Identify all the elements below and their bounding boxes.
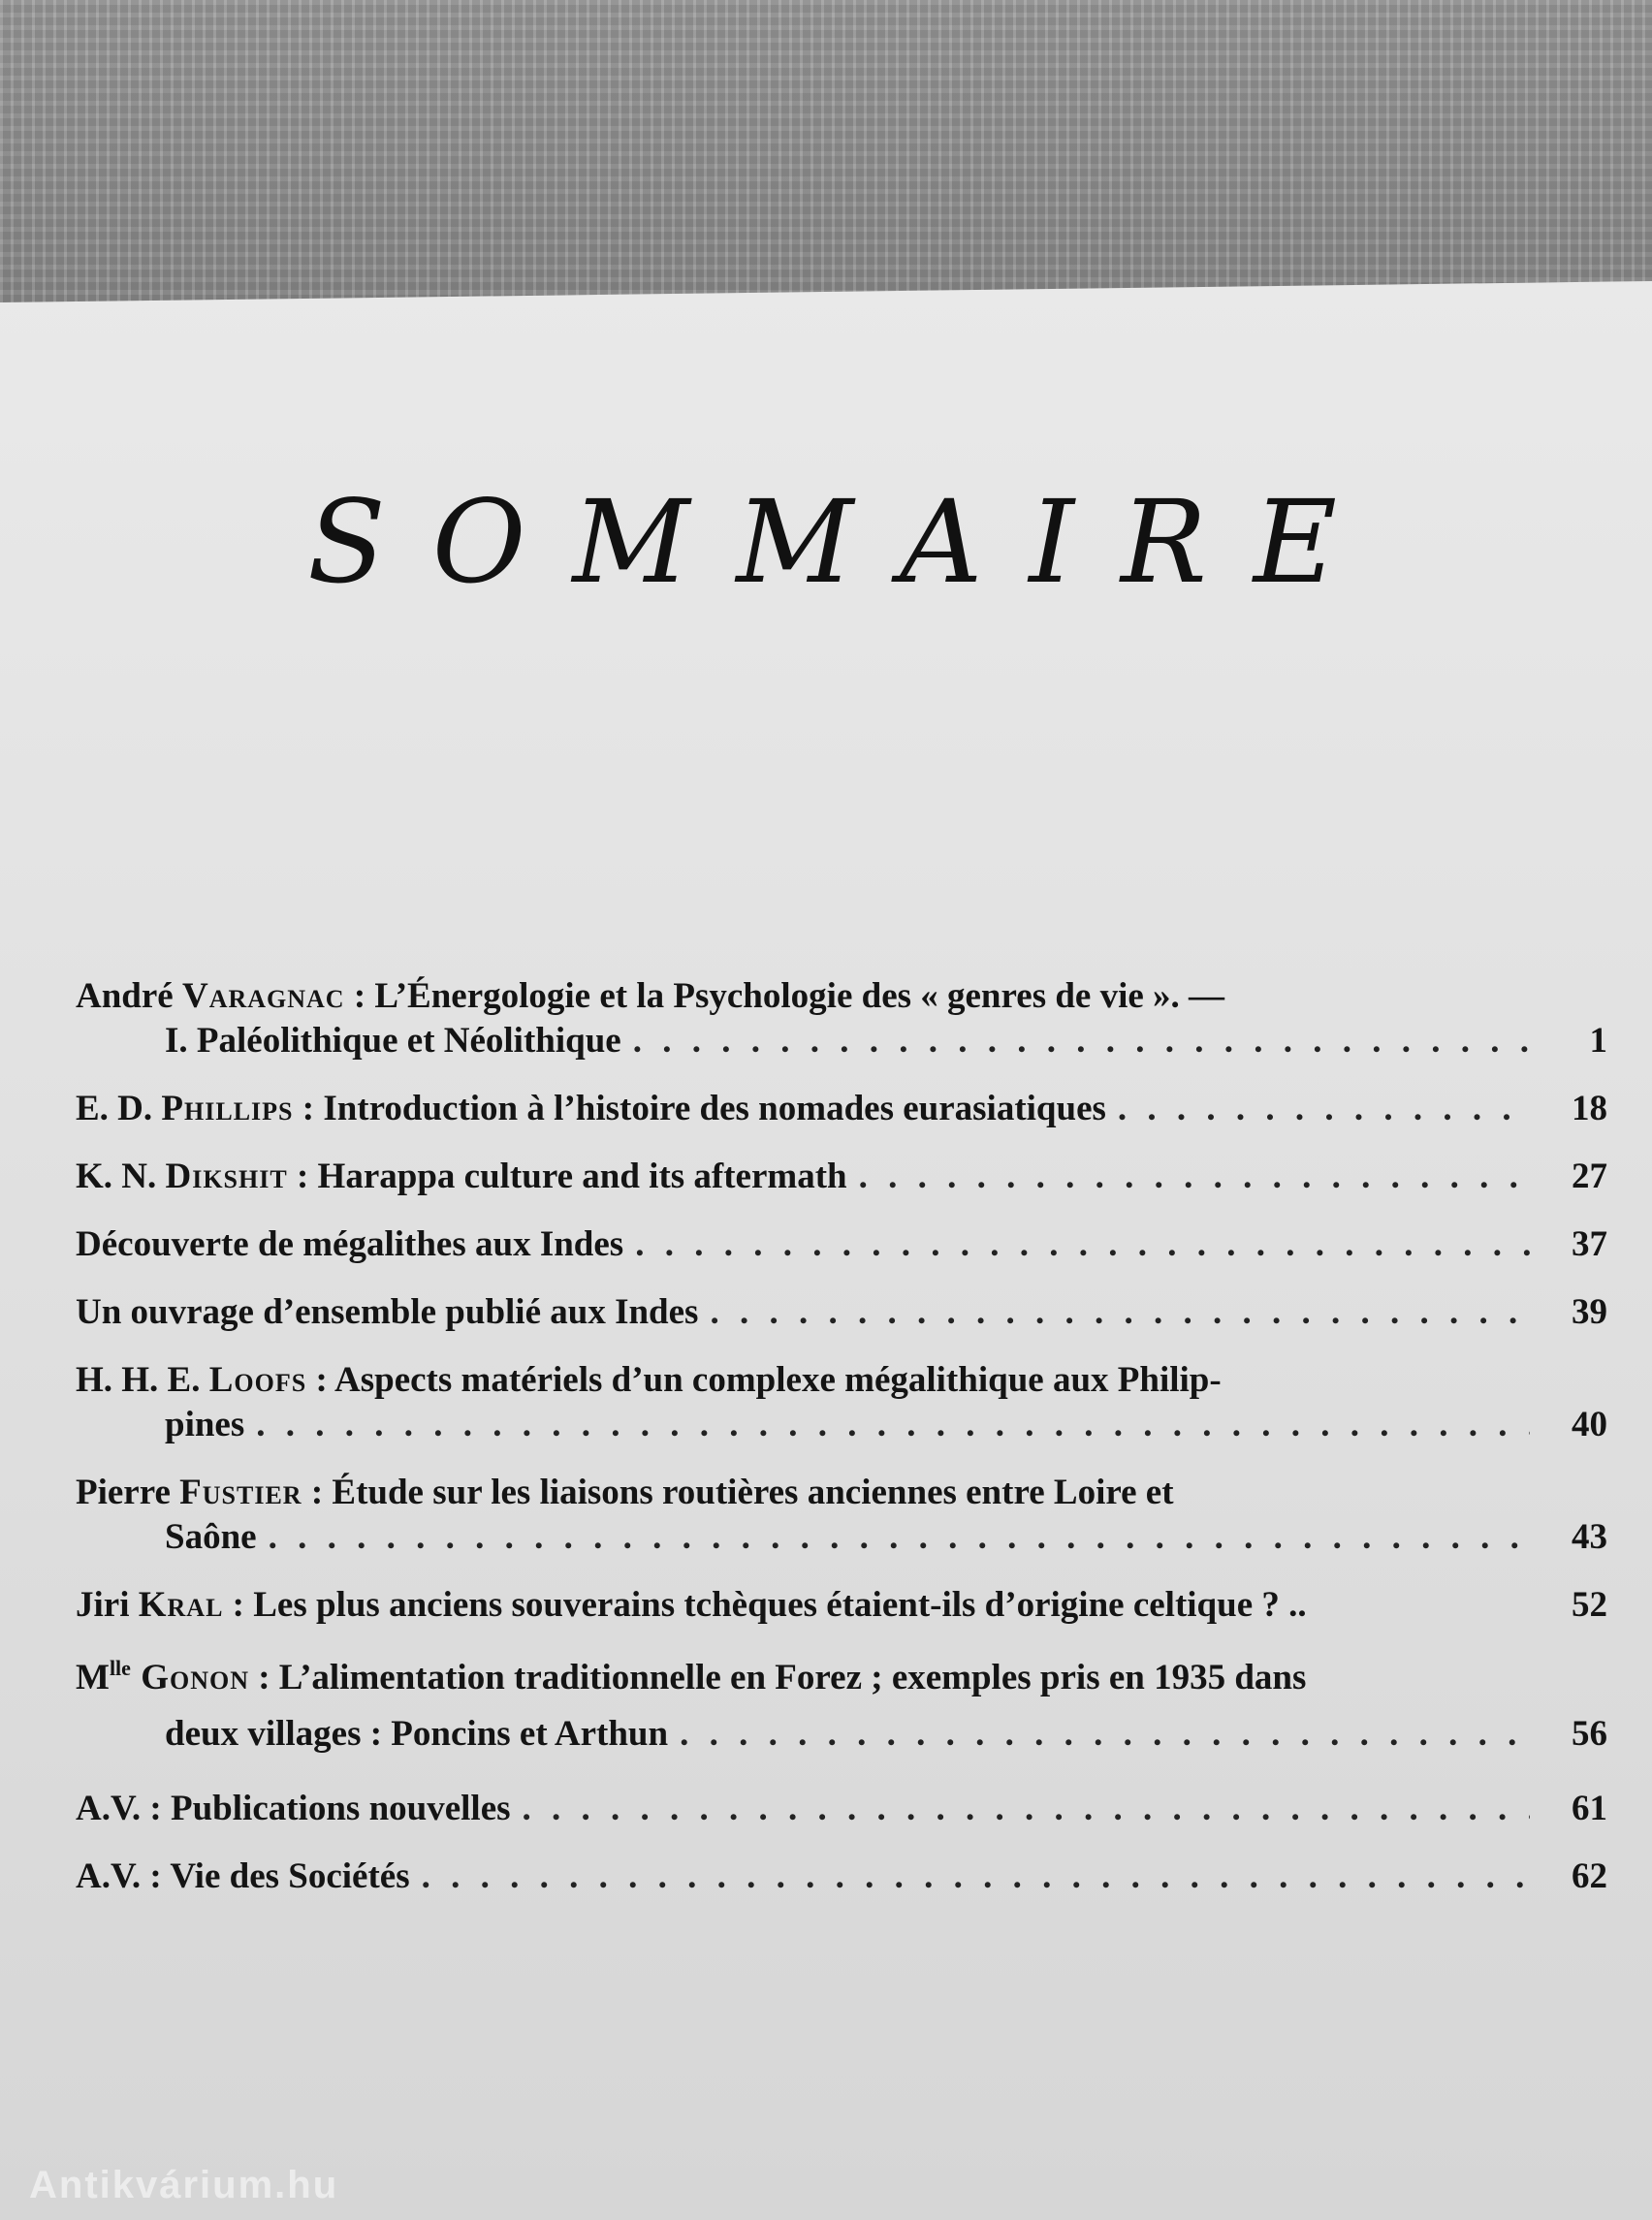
author-surname: Loofs bbox=[208, 1360, 307, 1400]
page-number: 52 bbox=[1572, 1585, 1607, 1625]
entry-title: L’Énergologie et la Psychologie des « genres de vie ». — bbox=[374, 976, 1225, 1016]
toc-entry-societes bbox=[76, 1855, 1607, 1899]
watermark: Antikvárium.hu bbox=[29, 2164, 339, 2206]
page-number: 27 bbox=[1572, 1157, 1607, 1196]
separator: : bbox=[306, 1360, 334, 1400]
entry-title: Harappa culture and its aftermath bbox=[317, 1157, 847, 1196]
toc-entry-line bbox=[76, 1855, 410, 1899]
leader-dots bbox=[680, 1705, 1530, 1763]
page-number: 1 bbox=[1589, 1021, 1607, 1061]
wood-background bbox=[0, 0, 1652, 310]
separator: : bbox=[248, 1658, 279, 1697]
page-number: 39 bbox=[1572, 1292, 1607, 1332]
entry-title: Vie des Sociétés bbox=[170, 1856, 410, 1896]
entry-title: L’alimentation traditionnelle en Forez ; exemples pris en 1935 dans bbox=[278, 1658, 1307, 1697]
entry-title: Découverte de mégalithes aux Indes bbox=[76, 1224, 624, 1264]
toc-entry-line bbox=[76, 974, 1224, 1019]
toc-entry-line bbox=[76, 1358, 1222, 1403]
entry-title: Étude sur les liaisons routières anciennes entre Loire et bbox=[332, 1473, 1174, 1512]
page-number: 40 bbox=[1572, 1405, 1607, 1444]
entry-title-continued: pines bbox=[165, 1405, 245, 1444]
toc-entry-gonon bbox=[76, 1651, 1607, 1763]
page-number: 56 bbox=[1572, 1714, 1607, 1754]
leader-dots bbox=[710, 1290, 1530, 1335]
separator: : bbox=[141, 1856, 171, 1896]
entry-title: Aspects matériels d’un complexe mégalithique aux Philip- bbox=[334, 1360, 1222, 1400]
author-superscript: lle bbox=[109, 1656, 131, 1680]
toc-entry-fustier bbox=[76, 1471, 1607, 1560]
page-number: 61 bbox=[1572, 1789, 1607, 1828]
page-number: 37 bbox=[1572, 1224, 1607, 1264]
toc-entry-kral bbox=[76, 1583, 1607, 1628]
toc-entry-line bbox=[76, 1087, 1106, 1131]
toc-entry-line bbox=[76, 1155, 847, 1199]
entry-title: Un ouvrage d’ensemble publié aux Indes bbox=[76, 1292, 699, 1332]
entry-title-continued: Saône bbox=[165, 1517, 257, 1557]
entry-title: Publications nouvelles bbox=[171, 1789, 511, 1828]
leader-dots bbox=[859, 1155, 1530, 1199]
author-first: A.V. bbox=[76, 1856, 142, 1896]
toc-entry-phillips bbox=[76, 1087, 1607, 1131]
toc-entry-loofs bbox=[76, 1358, 1607, 1447]
author-first: Pierre bbox=[76, 1473, 180, 1512]
entry-title: Introduction à l’histoire des nomades eurasiatiques bbox=[323, 1089, 1106, 1128]
entry-title-continued: deux villages : Poncins et Arthun bbox=[165, 1714, 669, 1754]
page-number: 62 bbox=[1572, 1856, 1607, 1896]
author-first: André bbox=[76, 976, 182, 1016]
author-first: K. N. bbox=[76, 1157, 166, 1196]
toc-entry-publications bbox=[76, 1787, 1607, 1831]
entry-title-continued: I. Paléolithique et Néolithique bbox=[165, 1021, 621, 1061]
author-surname: Gonon bbox=[130, 1658, 249, 1697]
leader-dots bbox=[635, 1222, 1530, 1267]
author-surname: Dikshit bbox=[165, 1157, 288, 1196]
page-number: 43 bbox=[1572, 1517, 1607, 1557]
toc-entry-line bbox=[76, 1471, 1174, 1515]
leader-dots bbox=[1118, 1087, 1530, 1131]
toc-entry-dikshit bbox=[76, 1155, 1607, 1199]
separator: : bbox=[287, 1157, 318, 1196]
separator: : bbox=[293, 1089, 324, 1128]
separator: : bbox=[141, 1789, 171, 1828]
separator: : bbox=[302, 1473, 333, 1512]
page-number: 18 bbox=[1572, 1089, 1607, 1128]
author-surname: Kral bbox=[138, 1585, 224, 1625]
author-first: E. D. bbox=[76, 1089, 162, 1128]
separator: : bbox=[344, 976, 375, 1016]
toc-entry-line bbox=[76, 1583, 1307, 1628]
leader-dots bbox=[256, 1403, 1530, 1447]
toc-entry-ouvrage bbox=[76, 1290, 1607, 1335]
entry-title: Les plus anciens souverains tchèques étaient-ils d’origine celtique ? .. bbox=[253, 1585, 1307, 1625]
author-prefix: M bbox=[76, 1658, 110, 1697]
author-surname: Fustier bbox=[179, 1473, 302, 1512]
leader-dots bbox=[523, 1787, 1530, 1831]
page-title: SOMMAIRE bbox=[306, 475, 1384, 609]
table-of-contents bbox=[76, 974, 1607, 1922]
author-first: H. H. E. bbox=[76, 1360, 209, 1400]
author-first: A.V. bbox=[76, 1789, 142, 1828]
toc-entry-megalithes bbox=[76, 1222, 1607, 1267]
leader-dots bbox=[422, 1855, 1530, 1899]
author-surname: Varagnac bbox=[181, 976, 345, 1016]
toc-entry-line bbox=[76, 1651, 1306, 1705]
author-first: Jiri bbox=[76, 1585, 139, 1625]
leader-dots bbox=[633, 1019, 1530, 1063]
author-surname: Phillips bbox=[161, 1089, 294, 1128]
leader-dots bbox=[269, 1515, 1530, 1560]
separator: : bbox=[223, 1585, 254, 1625]
toc-entry-line bbox=[76, 1787, 511, 1831]
toc-entry-varagnac bbox=[76, 974, 1607, 1063]
